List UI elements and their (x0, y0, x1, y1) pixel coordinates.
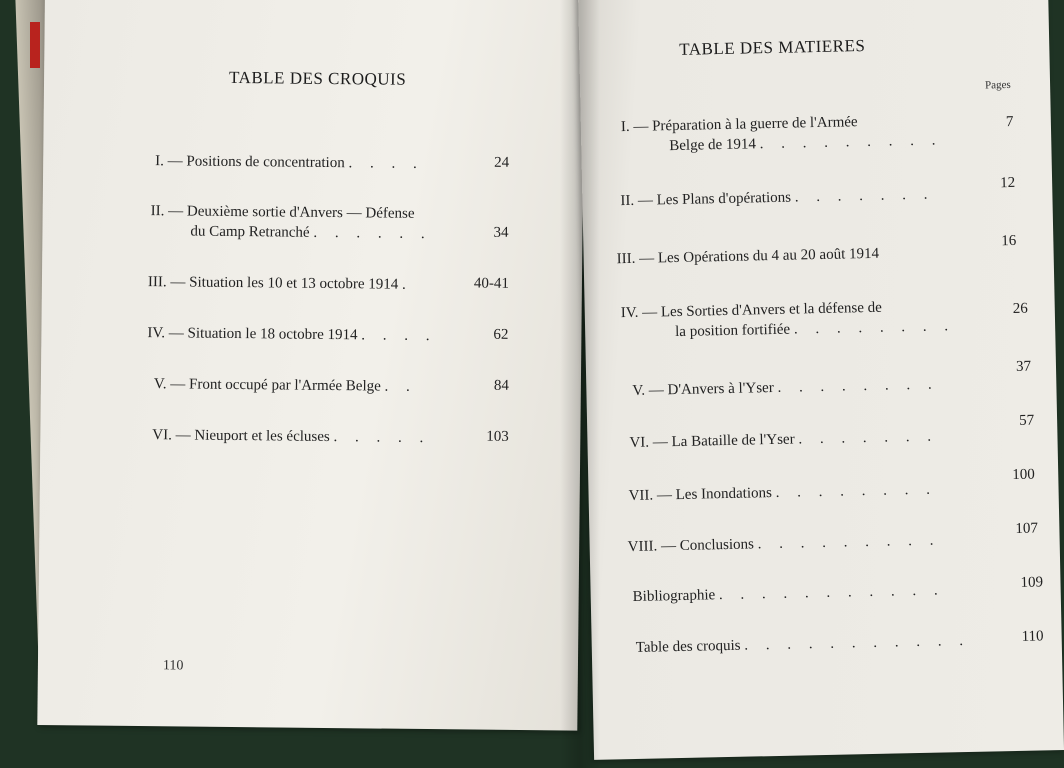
entry-page-number: 103 (486, 428, 509, 445)
entry-leader-dots: . . (384, 378, 417, 395)
entry-label: II. — Deuxième sortie d'Anvers — Défense (150, 203, 415, 222)
entry-label-continued: la position fortifiée (675, 321, 791, 341)
entry-label: VII. — Les Inondations (628, 485, 773, 505)
entry-label: III. — Les Opérations du 4 au 20 août 1914 (616, 245, 880, 268)
entry-page-number: 107 (1015, 520, 1039, 537)
page-folio-number: 110 (162, 658, 184, 674)
entry-label: I. — Préparation à la guerre de l'Armée (620, 114, 858, 136)
entry-label: IV. — Les Sorties d'Anvers et la défense de (620, 299, 882, 322)
entry-leader-dots: . . . . . . . (798, 428, 939, 448)
entry-page-number: 7 (1005, 113, 1014, 131)
entry-leader-dots: . . . . . . . . (777, 376, 939, 396)
entry-leader-dots: . . . . . . . . . (759, 132, 943, 153)
entry-leader-dots: . . . . . . . . . . . (744, 632, 971, 654)
entry-page-number: 16 (1001, 232, 1017, 250)
entry-page-number: 109 (1020, 574, 1044, 591)
table-des-croquis-title: TABLE DES CROQUIS (228, 67, 407, 89)
pages-column-label: Pages (984, 78, 1011, 92)
entry-leader-dots: . . . . . . . (794, 186, 935, 206)
entry-page-number: 37 (1015, 358, 1032, 375)
entry-label: VIII. — Conclusions (627, 536, 755, 556)
entry-label-continued: Belge de 1914 (669, 136, 757, 155)
entry-page-number: 12 (999, 174, 1016, 192)
right-page (578, 0, 1064, 760)
entry-label: V. — Front occupé par l'Armée Belge (153, 376, 381, 395)
entry-page-number: 26 (1012, 300, 1028, 317)
entry-leader-dots: . . . . . . . . . . . (718, 582, 945, 604)
entry-leader-dots: . (401, 276, 413, 293)
entry-label: IV. — Situation le 18 octobre 1914 (147, 325, 358, 344)
entry-leader-dots: . . . . (361, 327, 437, 345)
entry-label: III. — Situation les 10 et 13 octobre 1914 (147, 274, 399, 293)
entry-leader-dots: . . . . . (333, 429, 431, 447)
left-page (37, 0, 585, 731)
entry-page-number: 110 (1021, 628, 1044, 645)
entry-label: V. — D'Anvers à l'Yser (632, 379, 774, 399)
entry-page-number: 24 (494, 154, 510, 171)
entry-leader-dots: . . . . . . . . (793, 318, 956, 338)
entry-page-number: 84 (493, 377, 509, 394)
entry-label: Bibliographie (632, 587, 716, 605)
entry-leader-dots: . . . . . . (313, 224, 432, 243)
entry-label: Table des croquis (635, 637, 741, 656)
entry-leader-dots: . . . . (348, 155, 424, 172)
entry-page-number: 100 (1012, 466, 1035, 484)
entry-page-number: 57 (1018, 412, 1035, 429)
entry-page-number: 34 (493, 224, 509, 241)
entry-label-continued: du Camp Retranché (190, 223, 310, 241)
book-spine-shadow (560, 0, 600, 768)
entry-label: I. — Positions de concentration (155, 153, 345, 172)
entry-leader-dots: . . . . . . . . . (757, 532, 941, 553)
entry-label: VI. — La Bataille de l'Yser (629, 431, 795, 452)
entry-page-number: 40-41 (473, 275, 510, 292)
entry-page-number: 62 (493, 326, 509, 343)
entry-label: VI. — Nieuport et les écluses (152, 427, 330, 446)
entry-label: II. — Les Plans d'opérations (620, 189, 792, 210)
entry-leader-dots: . . . . . . . . (775, 481, 938, 501)
table-des-matieres-title: TABLE DES MATIERES (679, 35, 866, 59)
cover-red-band (30, 22, 40, 68)
